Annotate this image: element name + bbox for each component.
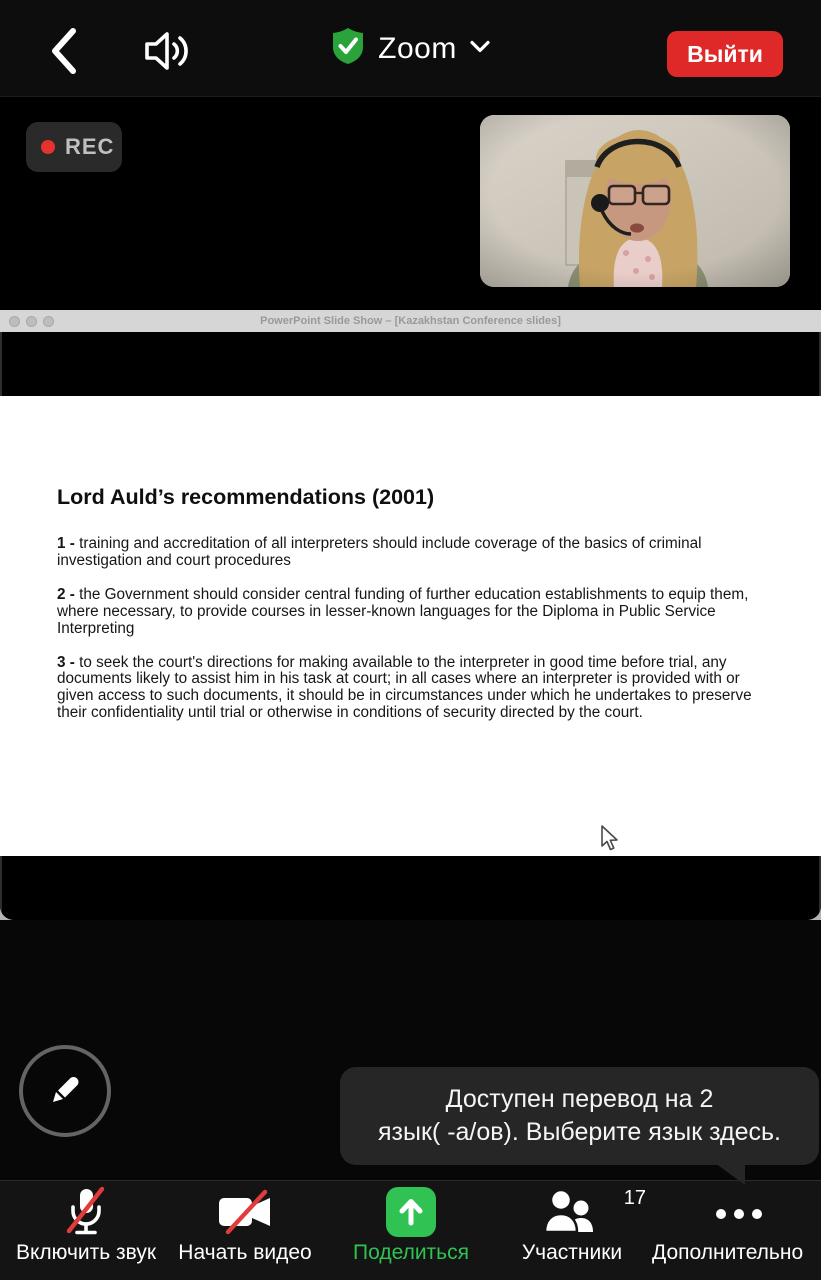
- toast-tail: [715, 1163, 745, 1185]
- share-label: Поделиться: [353, 1241, 469, 1264]
- participant-video-thumbnail[interactable]: [480, 115, 790, 287]
- annotate-button[interactable]: [19, 1045, 111, 1137]
- toast-line-1: Доступен перевод на 2: [445, 1085, 714, 1113]
- start-video-label: Начать видео: [178, 1241, 312, 1264]
- chevron-left-icon: [47, 64, 81, 79]
- window-title-bar: [0, 310, 821, 332]
- toast-line-2: язык( -а/ов). Выберите язык здесь.: [378, 1118, 781, 1146]
- audio-route-button[interactable]: [140, 26, 194, 76]
- microphone-muted-icon: [6, 1185, 166, 1239]
- slide-title: Lord Auld’s recommendations (2001): [57, 485, 435, 509]
- participants-label: Участники: [521, 1241, 623, 1264]
- unmute-label: Включить звук: [15, 1241, 157, 1264]
- leave-meeting-button[interactable]: Выйти: [667, 31, 783, 77]
- meeting-title: Zoom: [378, 31, 457, 65]
- window-traffic-lights: [9, 310, 54, 332]
- slideshow-letterbox: [0, 332, 821, 920]
- translation-toast[interactable]: [340, 1067, 819, 1165]
- webcam-video-frame: [480, 115, 790, 287]
- more-button[interactable]: [648, 1181, 821, 1280]
- share-up-arrow-icon: [331, 1185, 491, 1239]
- recording-label: REC: [65, 134, 115, 159]
- top-bar: [0, 0, 821, 97]
- shared-window: [0, 310, 821, 920]
- camera-off-icon: [165, 1185, 325, 1239]
- slide-point-2: 2 - the Government should consider central funding of further education establishments to equip them, where necessary, to provide courses in lesser-known languages for the Diploma in Public Service Interpreting: [57, 585, 749, 637]
- window-title: PowerPoint Slide Show – [Kazakhstan Conference slides]: [260, 315, 561, 327]
- video-stage: [0, 98, 821, 310]
- participants-button[interactable]: [492, 1181, 652, 1280]
- security-shield-icon: [331, 27, 365, 70]
- meeting-toolbar: [0, 1180, 821, 1280]
- slide-point-1: 1 - training and accreditation of all interpreters should include coverage of the basics of criminal investigation and court procedures: [57, 535, 702, 569]
- recording-indicator: [26, 122, 122, 172]
- lower-controls-area: [0, 920, 821, 1180]
- more-label: Дополнительно: [652, 1241, 804, 1264]
- share-button[interactable]: [331, 1181, 491, 1280]
- presentation-slide: [0, 396, 821, 856]
- three-dots-icon: [684, 1185, 794, 1239]
- participants-count-badge: 17: [623, 1187, 646, 1209]
- meeting-title-dropdown[interactable]: [331, 27, 490, 70]
- speaker-icon: [141, 64, 193, 79]
- unmute-button[interactable]: [6, 1181, 166, 1280]
- window-minimize-icon: [26, 316, 37, 327]
- window-zoom-icon: [43, 316, 54, 327]
- back-button[interactable]: [44, 26, 84, 76]
- slide-point-3: 3 - to seek the court's directions for making available to the interpreter in good time before trial, any documents likely to assist him in his task at court; in all cases where an interpreter is provided with or given access to such documents, it should be in circumstances under which he undertakes to preserve their confidentiality until trial or otherwise in conditions of security directed by the court.: [57, 653, 752, 722]
- screen-share-view: [0, 310, 821, 920]
- pencil-icon: [44, 1069, 86, 1114]
- window-close-icon: [9, 316, 20, 327]
- start-video-button[interactable]: [165, 1181, 325, 1280]
- record-dot-icon: [41, 140, 55, 154]
- chevron-down-icon: [470, 40, 490, 58]
